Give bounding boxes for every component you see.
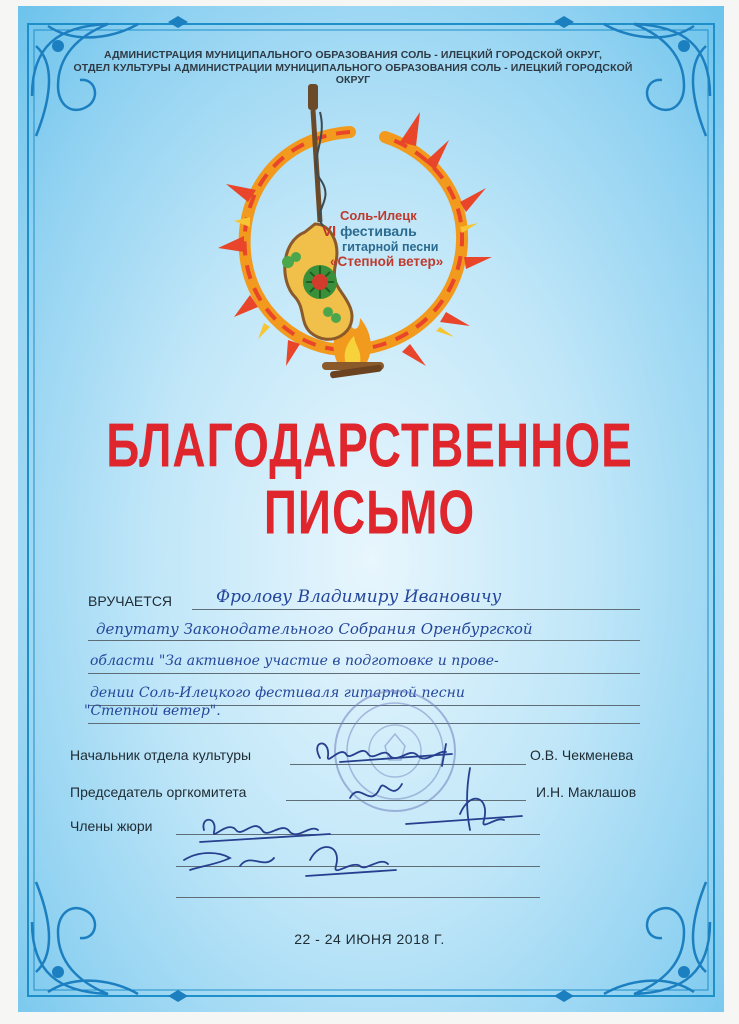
chair-name: И.Н. Маклашов [536,784,637,800]
award-label: ВРУЧАЕТСЯ [88,593,173,609]
head-label: Начальник отдела культуры [70,747,252,763]
award-line-1 [192,609,640,610]
logo-subtitle: гитарной песни [342,240,439,254]
logo-number: VI [322,223,337,240]
award-line-2 [88,640,640,641]
chair-label: Председатель оргкомитета [70,784,247,800]
event-date: 22 - 24 ИЮНЯ 2018 Г. [294,931,445,947]
award-reason-3: "Степной ветер". [84,703,221,719]
logo-festival: фестиваль [340,223,417,239]
logo-city: Соль-Илецк [340,208,417,223]
logo-name: «Степной ветер» [330,254,444,269]
header-line-1: АДМИНИСТРАЦИЯ МУНИЦИПАЛЬНОГО ОБРАЗОВАНИЯ СОЛЬ - ИЛЕЦКИЙ ГОРОДСКОЙ ОКРУГ, [104,49,602,61]
jury-line-3 [176,897,540,898]
head-name: О.В. Чекменева [530,747,634,763]
festival-logo-text [322,208,482,269]
title-line-1: БЛАГОДАРСТВЕННОЕ [106,409,633,481]
award-reason-1: области "За активное участие в подготовке и прове- [90,653,499,669]
title-line-2: ПИСЬМО [263,476,476,548]
recipient-position: депутату Законодательного Собрания Оренбургской [96,620,533,638]
recipient-name: Фролову Владимиру Ивановичу [216,587,502,607]
award-line-3 [88,673,640,674]
handwritten-signatures [170,720,530,890]
header-line-2: ОТДЕЛ КУЛЬТУРЫ АДМИНИСТРАЦИИ МУНИЦИПАЛЬНОГО ОБРАЗОВАНИЯ СОЛЬ - ИЛЕЦКИЙ ГОРОДСКОЙ ОКРУГ [73,62,633,86]
award-reason-2: дении Соль-Илецкого фестиваля гитарной песни [90,685,465,701]
jury-label: Члены жюри [70,818,153,834]
